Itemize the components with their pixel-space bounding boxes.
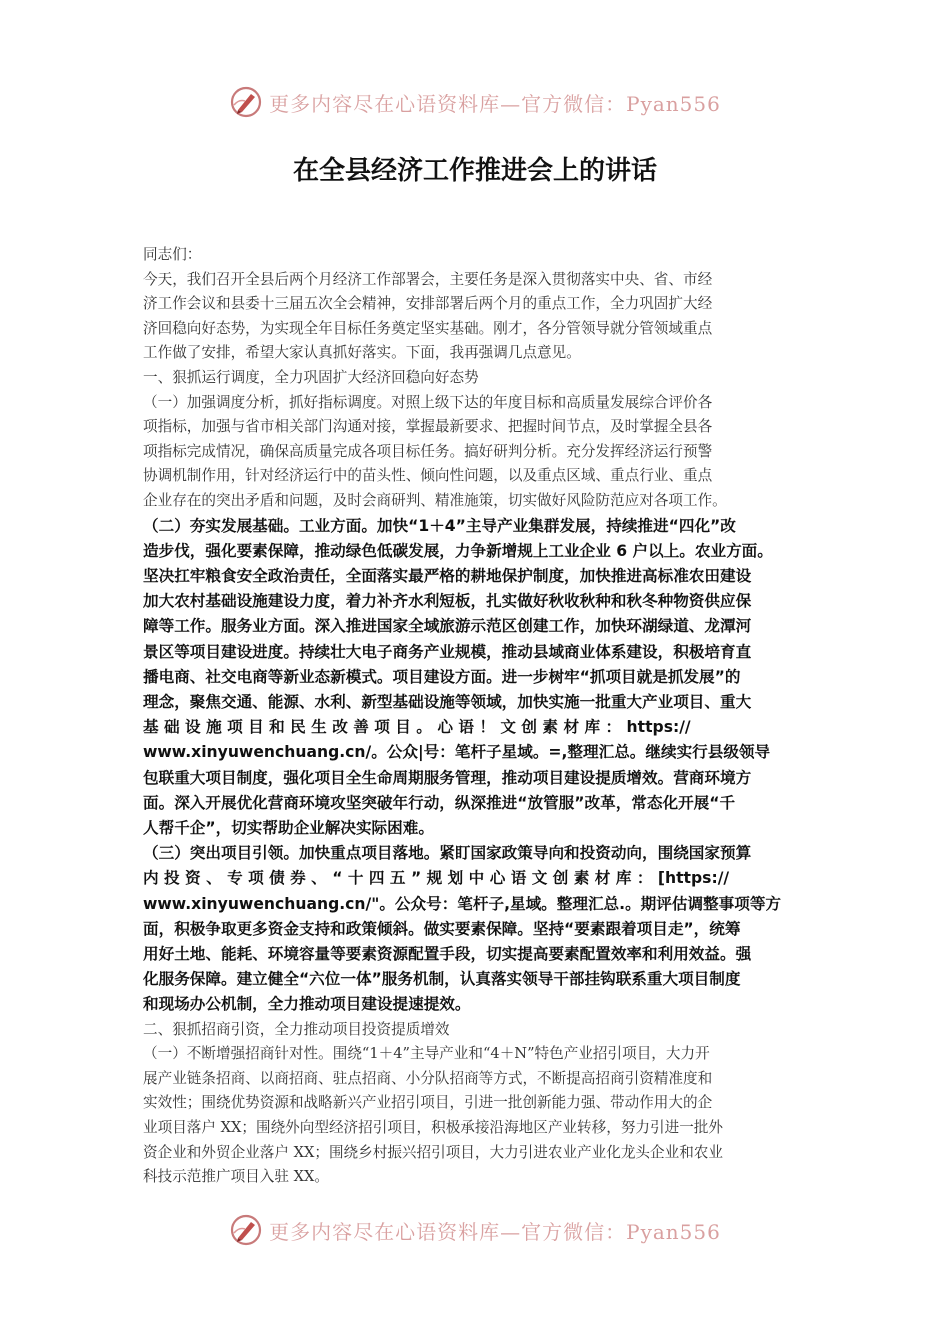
watermark-banner-bottom — [0, 1210, 950, 1250]
section-heading-1: 一、狠抓运行调度，全力巩固扩大经济回稳向好态势 — [143, 368, 479, 386]
banner-text: 更多内容尽在心语资料库—官方微信：Pyan556 — [269, 1219, 721, 1244]
paragraph-1-3: （三）突出项目引领。加快重点项目落地。紧盯国家政策导向和投资动向，围绕国家预算 内 投 资 、 专 项 债 券 、 “ 十 四 五 ” 规 划 中 心 语 文 创 素 材 库 ： [https:// www.xinyuwenchuang.cn/"。公众号：笔杆子,星域。整理汇总.。期评估调整事项等方 面，积极争取更多资金支持和政策倾斜。做实要素保障。坚持“要素跟着项目走”，统筹 用好土地、能耗、环境容量等要素资源配置手段，切实提高要素配置效率和利用效益。强 化服务保障。建立健全“六位一体”服务机制，认真落实领导干部挂钩联系重大项目制度 和现场办公机制，全力推动项目建设提速提效。 — [143, 844, 782, 1014]
pen-logo-icon — [229, 1213, 263, 1247]
pen-logo-icon — [229, 85, 263, 119]
banner-text: 更多内容尽在心语资料库—官方微信：Pyan556 — [269, 91, 721, 116]
document-body — [143, 243, 807, 1190]
intro-paragraph: 今天，我们召开全县后两个月经济工作部署会，主要任务是深入贯彻落实中央、省、市经 济工作会议和县委十三届五次全会精神，安排部署后两个月的重点工作，全力巩固扩大经 济回稳向好态势，为实现全年目标任务奠定坚实基础。刚才，各分管领导就分管领域重点 工作做了安排，希望大家认真抓好落实。下面，我再强调几点意见。 — [143, 270, 713, 362]
paragraph-2-1: （一）不断增强招商针对性。围绕“1＋4”主导产业和“4＋N”特色产业招引项目，大力开 展产业链条招商、以商招商、驻点招商、小分队招商等方式，不断提高招商引资精准度和 实效性；围绕优势资源和战略新兴产业招引项目，引进一批创新能力强、带动作用大的企 业项目落户 XX；围绕外向型经济招引项目，积极承接沿海地区产业转移，努力引进一批外 资企业和外贸企业落户 XX；围绕乡村振兴招引项目，大力引进农业产业化龙头企业和农业 科技示范推广项目入驻 XX。 — [143, 1045, 723, 1186]
section-heading-2: 二、狠抓招商引资，全力推动项目投资提质增效 — [143, 1020, 450, 1038]
watermark-banner-top — [0, 82, 950, 122]
paragraph-1-1: （一）加强调度分析，抓好指标调度。对照上级下达的年度目标和高质量发展综合评价各 项指标，加强与省市相关部门沟通对接，掌握最新要求、把握时间节点，及时掌握全县各 项指标完成情况，确保高质量完成各项目标任务。搞好研判分析。充分发挥经济运行预警 协调机制作用，针对经济运行中的苗头性、倾向性问题，以及重点区域、重点行业、重点 企业存在的突出矛盾和问题，及时会商研判、精准施策，切实做好风险防范应对各项工作。 — [143, 393, 727, 509]
salutation: 同志们： — [143, 246, 202, 263]
document-title: 在全县经济工作推进会上的讲话 — [292, 156, 657, 186]
paragraph-1-2: （二）夯实发展基础。工业方面。加快“1＋4”主导产业集群发展，持续推进“四化”改 造步伐，强化要素保障，推动绿色低碳发展，力争新增规上工业企业 6 户以上。农业方面。 坚决扛牢粮食安全政治责任，全面落实最严格的耕地保护制度，加快推进高标准农田建设 加大农村基础设施建设力度，着力补齐水利短板，扎实做好秋收秋种和秋冬种物资供应保 障等工作。服务业方面。深入推进国家全域旅游示范区创建工作，加快环湖绿道、龙潭河 景区等项目建设进度。持续壮大电子商务产业规模，推动县域商业体系建设，积极培育直 播电商、社交电商等新业态新模式。项目建设方面。进一步树牢“抓项目就是抓发展”的 理念，聚焦交通、能源、水利、新型基础设施等领域，加快实施一批重大产业项目、重大 基 础 设 施 项 目 和 民 生 改 善 项 目 。 心 语 ！ 文 创 素 材 库 ： https:// www.xinyuwenchuang.cn/。公众|号：笔杆子星域。=,整理汇总。继续实行县级领导 包联重大项目制度，强化项目全生命周期服务管理，推动项目建设提质增效。营商环境方 面。深入开展优化营商环境攻坚突破年行动，纵深推进“放管服”改革，常态化开展“千 人帮千企”，切实帮助企业解决实际困难。 — [143, 516, 773, 837]
